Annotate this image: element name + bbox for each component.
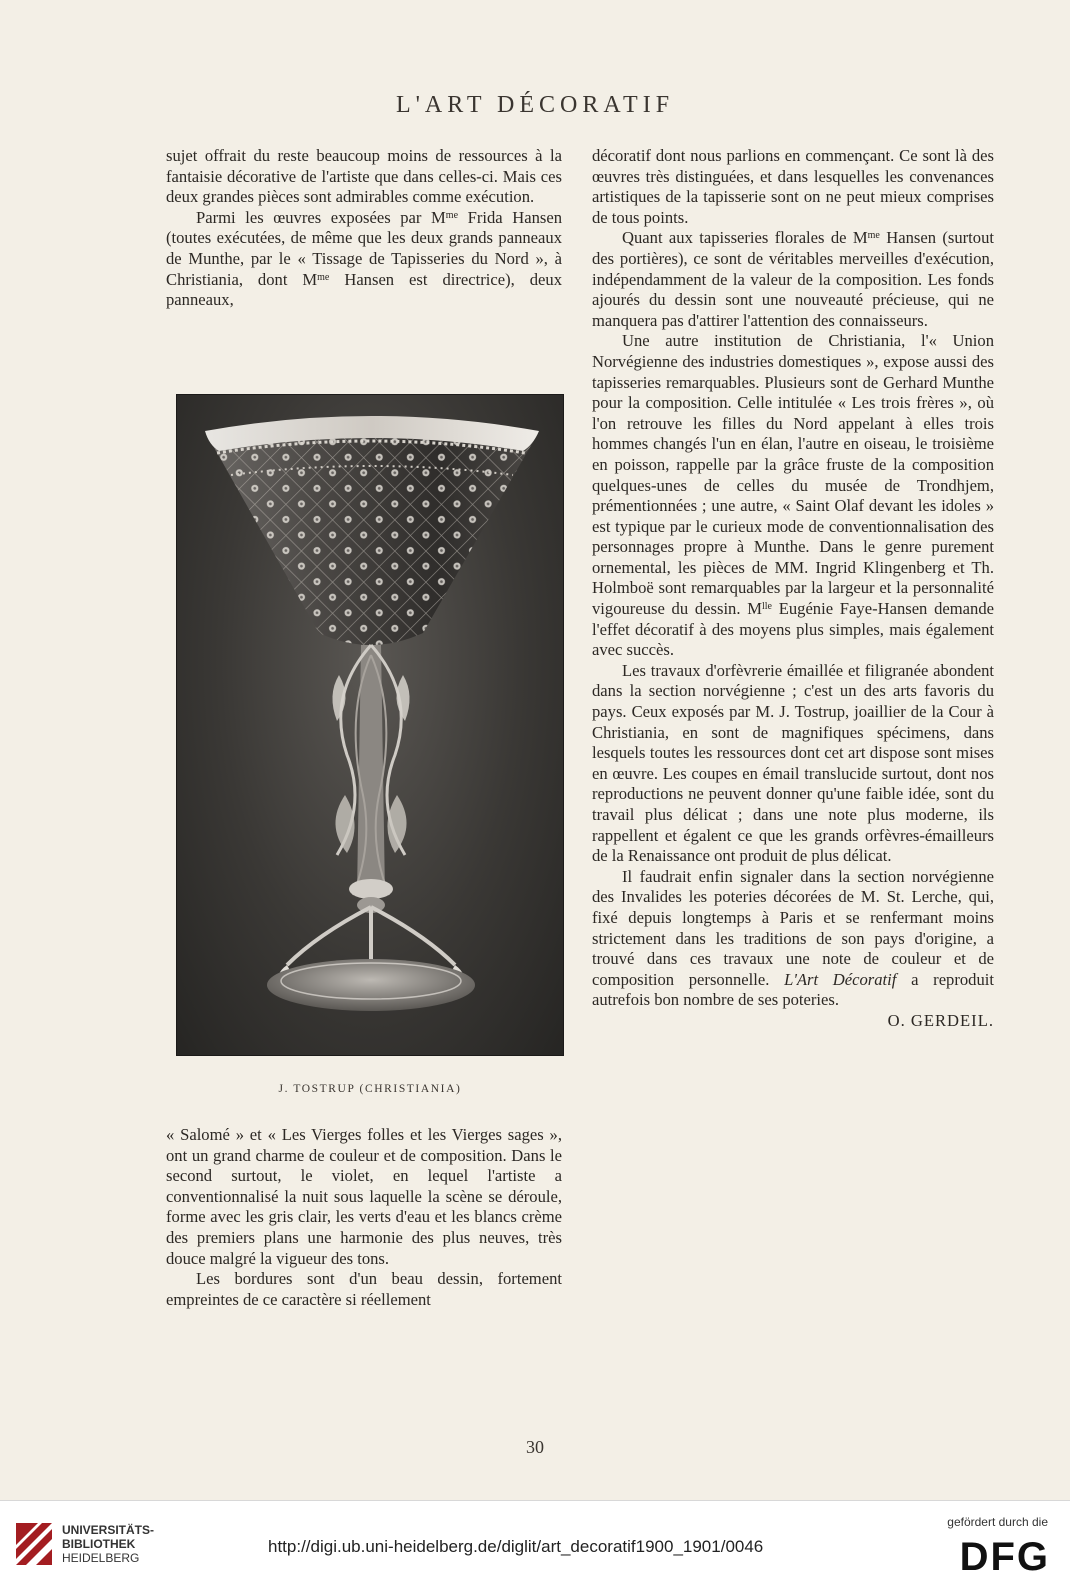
university-library-name: UNIVERSITÄTS- BIBLIOTHEK HEIDELBERG xyxy=(62,1523,155,1565)
university-library-logo-icon xyxy=(12,1519,56,1573)
paragraph: décoratif dont nous parlions en commençant. Ce sont là des œuvres très distinguées, et dans lesquelles les convenances artistiques de la tapisserie sont on ne peut mieux comprises de tous points. xyxy=(592,146,994,227)
right-column xyxy=(592,146,994,1035)
figure-caption: J. TOSTRUP (CHRISTIANIA) xyxy=(278,1083,462,1095)
funding-label: gefördert durch die xyxy=(947,1515,1048,1529)
paragraph: Parmi les œuvres exposées par $M^{me}$ Frida Hansen (toutes exécutées, de même que les deux grands panneaux de Munthe, par le « Tissage de Tapisseries du Nord », à Christiania, dont $M^{me}$ Hansen est directrice), deux panneaux, xyxy=(166,207,562,310)
running-title: L'ART DÉCORATIF xyxy=(395,92,675,118)
paragraph: Les bordures sont d'un beau dessin, fortement empreintes de ce caractère si réellement xyxy=(166,1269,562,1309)
page-number: 30 xyxy=(526,1437,544,1457)
goblet-photograph xyxy=(176,394,564,1056)
dfg-logo-icon: DFG xyxy=(959,1535,1050,1579)
paragraph: sujet offrait du reste beaucoup moins de ressources à la fantaisie décorative de l'artiste que dans celles-ci. Mais ces deux grandes pièces sont admirables comme exécution. xyxy=(166,146,562,207)
permalink-url[interactable]: http://digi.ub.uni-heidelberg.de/diglit/art_decoratif1900_1901/0046 xyxy=(268,1537,764,1556)
left-column-top xyxy=(166,146,562,311)
digitization-footer xyxy=(0,1500,1070,1587)
paragraph: Il faudrait enfin signaler dans la section norvégienne des Invalides les poteries décorées de M. St. Lerche, qui, fixé depuis longtemps à Paris et se renfermant moins strictement dans les traditions de son pays d'origine, a trouvé dans ces travaux une note de couleur et de composition personnelle. L'Art Décoratif a reproduit autrefois bon nombre de ses poteries. xyxy=(592,866,994,1010)
left-column-bottom xyxy=(166,1125,562,1310)
paragraph: Quant aux tapisseries florales de $M^{me}$ Hansen (surtout des portières), ce sont de véritables merveilles d'exécution, indépendamment de la valeur de la composition. Les fonds ajourés du dessin sont une nouveauté précieuse, qui ne manquera pas d'attirer l'attention des connaisseurs. xyxy=(592,228,994,330)
paragraph: « Salomé » et « Les Vierges folles et les Vierges sages », ont un grand charme de couleur et de composition. Dans le second surtout, le violet, en lequel l'artiste a conventionnalisé la nuit sous laquelle la scène se déroule, forme avec les gris clair, les verts d'eau et les blancs crème des premiers plans une harmonie des plus neuves, très douce malgré la vigueur des tons. xyxy=(166,1125,562,1268)
goblet-illustration-icon xyxy=(177,395,564,1056)
author-signature: O. GERDEIL. xyxy=(887,1010,994,1030)
paragraph: Les travaux d'orfèvrerie émaillée et filigranée abondent dans la section norvégienne ; c'est un des arts favoris du pays. Ceux exposés par M. J. Tostrup, joaillier de la Cour à Christiania, en sont de magnifiques spécimens, dans lesquels toutes les ressources dont cet art dispose sont mises en œuvre. Les coupes en émail translucide surtout, dont nos reproductions ne peuvent donner qu'une faible idée, sont du travail plus délicat ; dans une note plus moderne, ils rappellent et égalent ce que les grands orfèvres-émailleurs de la Renaissance ont produit de plus délicat. xyxy=(592,660,994,866)
paragraph: Une autre institution de Christiania, l'« Union Norvégienne des industries domestiques », expose aussi des tapisseries remarquables. Plusieurs sont de Gerhard Munthe pour la composition. Celle intitulée « Les trois frères », où l'on retrouve les filles du Nord appelant à elles trois hommes changés l'un en élan, l'autre en oiseau, le troisième en poisson, rappelle par la grâce fruste de la composition quelques-unes de celles du musée de Trondhjem, prémentionnées ; une autre, « Saint Olaf devant les idoles » est typique par le curieux mode de conventionnalisation des personnages propre à Munthe. Dans le genre purement ornemental, les pièces de MM. Ingrid Klingenberg et Th. Holmboë sont remarquables par la largeur et la personnalité vigoureuse du dessin. $M^{lle}$ Eugénie Faye-Hansen demande l'effet décoratif à des moyens plus simples, mais également avec succès. xyxy=(592,331,994,660)
